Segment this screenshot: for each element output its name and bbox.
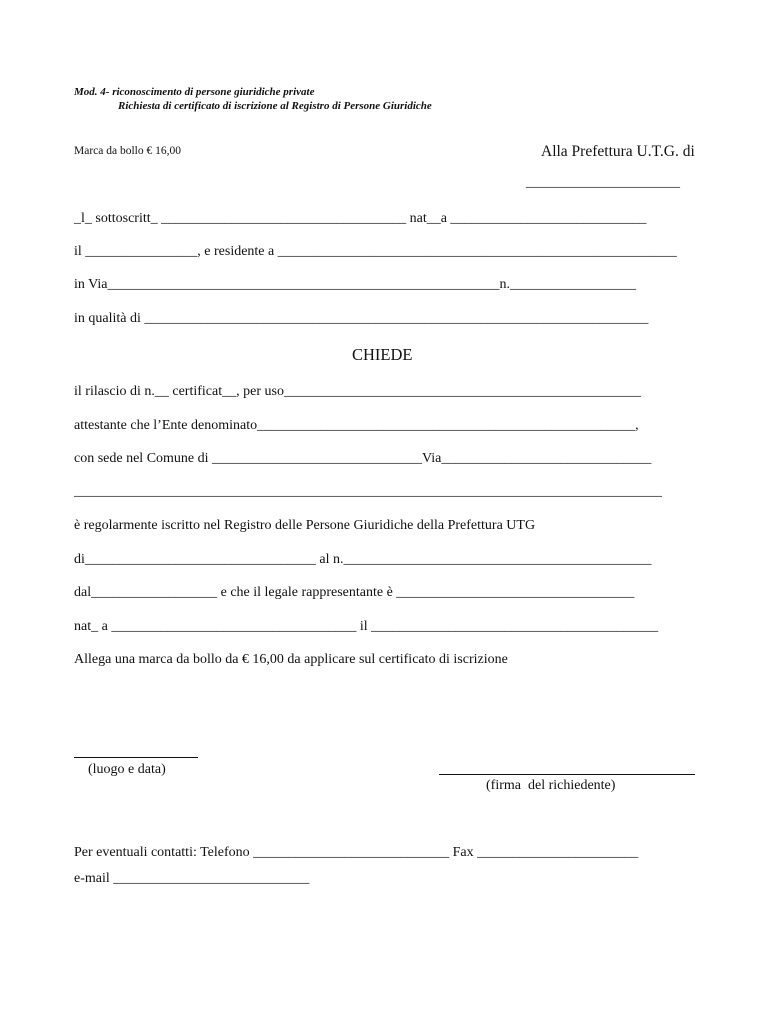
blank-line: ____________________________________________________________________________________ xyxy=(74,484,662,499)
entity-name-line: attestante che l’Ente denominato______________________________________________________, xyxy=(74,418,639,433)
stamp-note: Marca da bollo € 16,00 xyxy=(74,145,181,157)
entity-seat-line: con sede nel Comune di ______________________________Via______________________________ xyxy=(74,451,652,466)
legal-representative-line: dal__________________ e che il legale rappresentante è __________________________________ xyxy=(74,585,635,600)
form-code-heading: Mod. 4- riconoscimento di persone giuridiche private xyxy=(74,86,315,98)
place-date-label: (luogo e data) xyxy=(88,762,166,777)
representative-birth-line: nat_ a ___________________________________ il _________________________________________ xyxy=(74,619,659,634)
addressee-blank-line: ______________________ xyxy=(526,175,680,190)
stamp-attachment-line: Allega una marca da bollo da € 16,00 da applicare sul certificato di iscrizione xyxy=(74,652,508,667)
birth-date-residence-line: il ________________, e residente a _________________________________________________________ xyxy=(74,244,677,259)
phone-fax-line: Per eventuali contatti: Telefono ____________________________ Fax _______________________ xyxy=(74,845,639,860)
form-subtitle: Richiesta di certificato di iscrizione al Registro di Persone Giuridiche xyxy=(118,100,432,112)
certificate-request-line: il rilascio di n.__ certificat__, per uso___________________________________________________ xyxy=(74,384,641,399)
registry-statement-line: è regolarmente iscritto nel Registro delle Persone Giuridiche della Prefettura UTG xyxy=(74,518,536,533)
street-address-line: in Via________________________________________________________n.__________________ xyxy=(74,277,637,292)
place-date-rule xyxy=(74,757,198,758)
applicant-name-birth-line: _l_ sottoscritt_ ___________________________________ nat__a ____________________________ xyxy=(74,211,647,226)
addressee-label: Alla Prefettura U.T.G. di xyxy=(541,143,695,160)
email-line: e-mail ____________________________ xyxy=(74,871,310,886)
registry-number-line: di_________________________________ al n.____________________________________________ xyxy=(74,552,652,567)
capacity-line: in qualità di ________________________________________________________________________ xyxy=(74,311,649,326)
request-title: CHIEDE xyxy=(352,345,413,364)
signature-rule xyxy=(439,774,695,775)
signature-label: (firma del richiedente) xyxy=(486,778,616,793)
